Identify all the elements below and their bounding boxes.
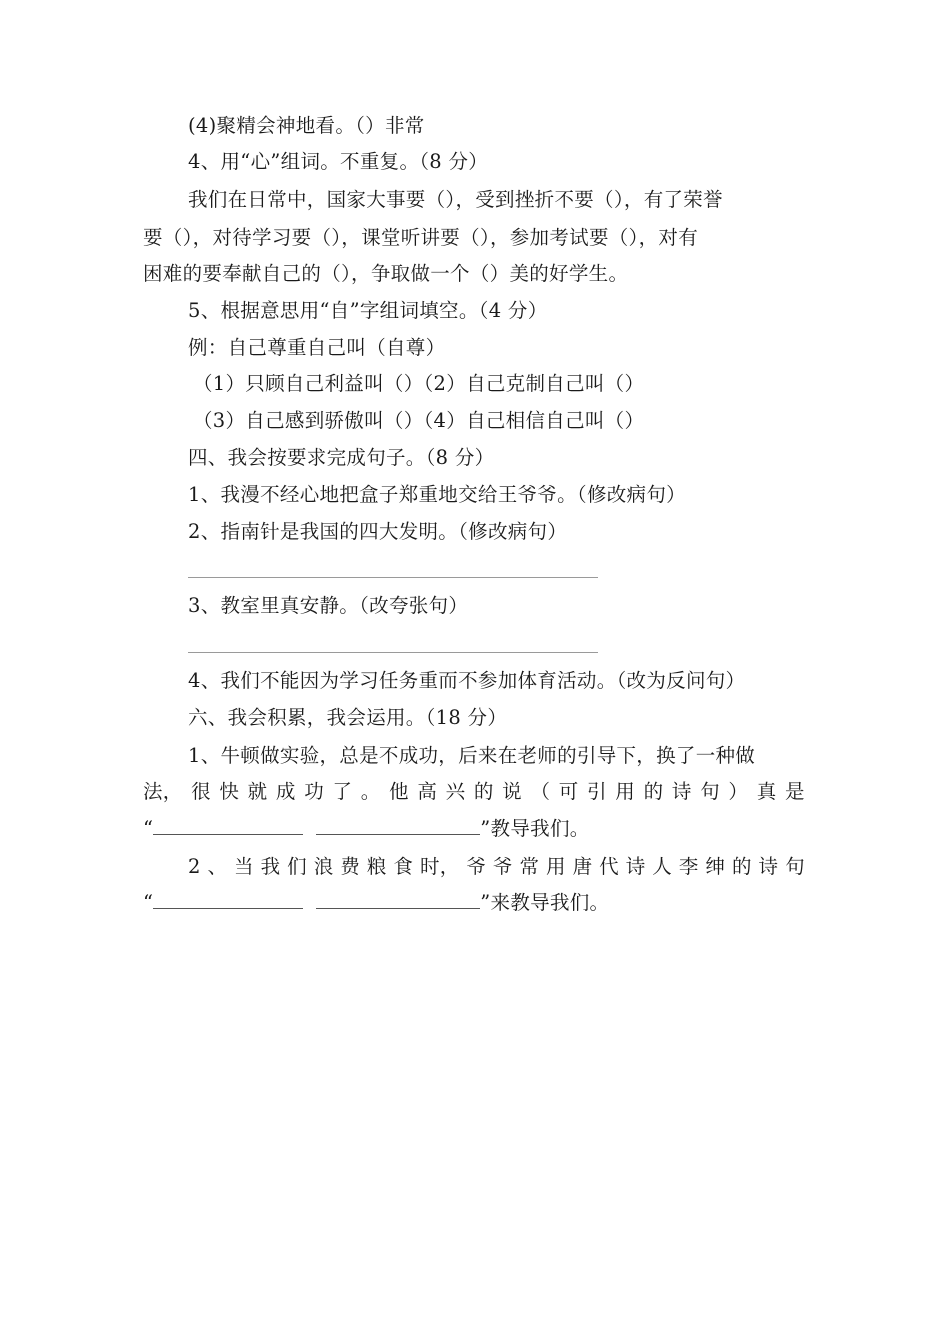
- text-segment: 了: [332, 780, 353, 803]
- text-segment: 兴: [445, 780, 466, 803]
- fill-in-line: [143, 817, 590, 841]
- text-segment: 我: [260, 855, 281, 878]
- text-segment: 人: [652, 855, 673, 878]
- answer-line[interactable]: [188, 652, 598, 653]
- text-segment: 高: [417, 780, 438, 803]
- question-line: 2、指南针是我国的四大发明。（修改病句）: [188, 520, 568, 543]
- question-line: （1）只顾自己利益叫（）（2）自己克制自己叫（）: [193, 372, 645, 395]
- blank-field[interactable]: [316, 818, 480, 835]
- paragraph-line: 我们在日常中，国家大事要（），受到挫折不要（），有了荣誉: [188, 188, 723, 211]
- text-segment: 功: [304, 780, 325, 803]
- text-segment: ”来教导我们。: [480, 891, 610, 914]
- blank-field[interactable]: [316, 892, 480, 909]
- paragraph-line: 困难的要奉献自己的（），争取做一个（）美的好学生。: [143, 262, 629, 285]
- justified-line: [188, 855, 805, 879]
- text-segment: ）: [728, 780, 749, 803]
- blank-field[interactable]: [153, 818, 303, 835]
- text-segment: 说: [502, 780, 522, 803]
- text-segment: 。: [360, 780, 381, 803]
- text-segment: 就: [247, 780, 268, 803]
- text-segment: 唐: [572, 855, 593, 878]
- section-heading: 六、我会积累，我会运用。（18 分）: [188, 706, 508, 729]
- section-heading: 四、我会按要求完成句子。（8 分）: [188, 446, 495, 469]
- text-segment: 句: [785, 855, 805, 878]
- paragraph-line: 1、牛顿做实验，总是不成功，后来在老师的引导下，换了一种做: [188, 744, 756, 767]
- text-segment: 爷: [492, 855, 513, 878]
- fill-in-line: [143, 891, 609, 915]
- answer-line[interactable]: [188, 577, 598, 578]
- justified-line: [143, 780, 805, 804]
- question-line: (4)聚精会神地看。（）非常: [188, 114, 425, 137]
- example-line: 例：自己尊重自己叫（自尊）: [188, 336, 446, 359]
- text-segment: 绅: [705, 855, 726, 878]
- text-segment: 当: [234, 855, 254, 878]
- text-segment: 是: [784, 780, 805, 803]
- text-segment: 、: [207, 855, 228, 878]
- text-segment: 引: [587, 780, 607, 803]
- text-segment: 李: [678, 855, 699, 878]
- text-segment: ”教导我们。: [480, 817, 590, 840]
- text-segment: 用: [546, 855, 566, 878]
- text-segment: 快: [219, 780, 240, 803]
- text-segment: （: [530, 780, 551, 803]
- text-segment: 代: [599, 855, 619, 878]
- text-segment: 他: [389, 780, 409, 803]
- text-segment: 费: [340, 855, 361, 878]
- blank-field[interactable]: [153, 892, 303, 909]
- section-heading: 5、根据意思用“自”字组词填空。（4 分）: [188, 299, 548, 322]
- paragraph-line: 要（），对待学习要（），课堂听讲要（），参加考试要（），对有: [143, 226, 699, 249]
- text-segment: 句: [700, 780, 720, 803]
- text-segment: 诗: [758, 855, 779, 878]
- question-line: 4、我们不能因为学习任务重而不参加体育活动。（改为反问句）: [188, 669, 746, 692]
- question-line: （3）自己感到骄傲叫（）（4）自己相信自己叫（）: [193, 409, 645, 432]
- text-segment: 2: [188, 855, 201, 878]
- text-segment: 粮: [366, 855, 387, 878]
- question-line: 3、教室里真安静。（改夸张句）: [188, 594, 469, 617]
- text-segment: 时，: [419, 855, 460, 878]
- text-segment: 很: [191, 780, 211, 803]
- text-segment: 成: [275, 780, 296, 803]
- text-segment: 可: [558, 780, 579, 803]
- text-segment: 用: [615, 780, 636, 803]
- open-quote: “: [143, 817, 154, 840]
- text-segment: 诗: [625, 855, 646, 878]
- text-segment: 们: [287, 855, 307, 878]
- text-segment: 浪: [313, 855, 334, 878]
- text-segment: 真: [756, 780, 777, 803]
- text-segment: 爷: [466, 855, 487, 878]
- text-segment: 的: [731, 855, 752, 878]
- text-segment: 常: [519, 855, 540, 878]
- text-segment: 食: [393, 855, 414, 878]
- question-line: 1、我漫不经心地把盒子郑重地交给王爷爷。（修改病句）: [188, 483, 686, 506]
- open-quote: “: [143, 891, 154, 914]
- section-heading: 4、用“心”组词。不重复。（8 分）: [188, 150, 489, 173]
- text-segment: 的: [643, 780, 664, 803]
- text-segment: 法，: [143, 780, 183, 803]
- text-segment: 的: [473, 780, 494, 803]
- text-segment: 诗: [671, 780, 692, 803]
